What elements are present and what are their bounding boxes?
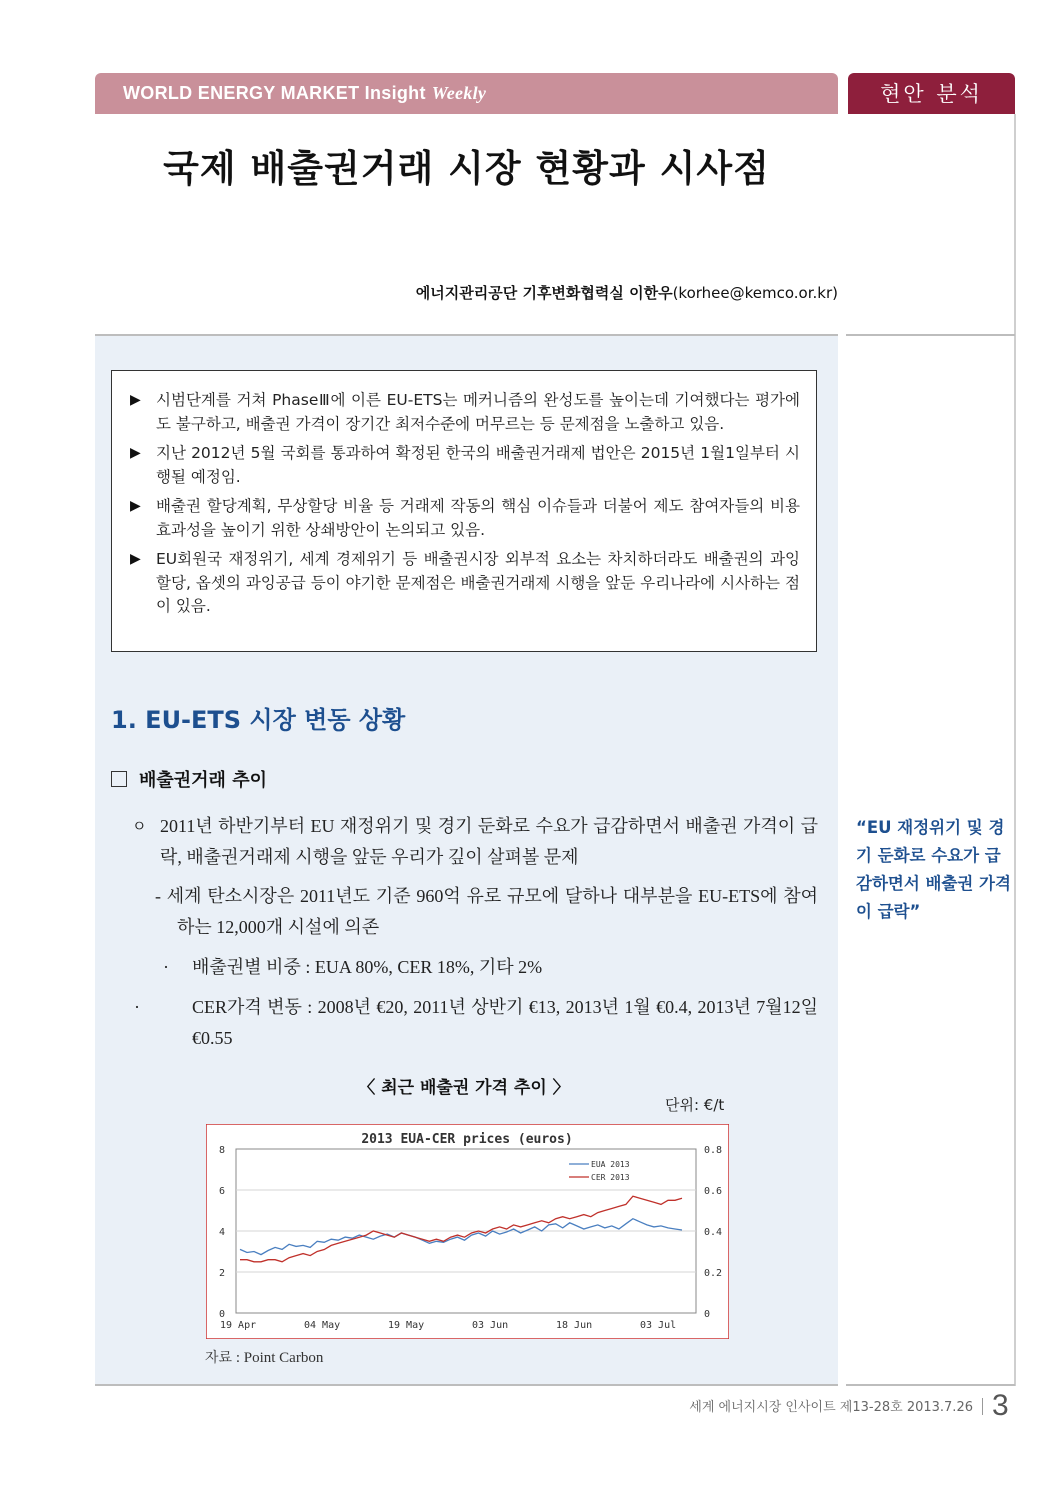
summary-item: ▶ EU회원국 재정위기, 세계 경제위기 등 배출권시장 외부적 요소는 차치하더라도 배출권의 과잉할당, 옵셋의 과잉공급 등이 야기한 문제점은 배출권거래제 시행을 앞둔 우리나라에 시사하는 점이 있음. bbox=[130, 548, 800, 619]
chart-caption: 〈 최근 배출권 가격 추이 〉 bbox=[358, 1078, 570, 1098]
source-line: 자료 : Point Carbon bbox=[205, 1350, 324, 1366]
legend-label: CER 2013 bbox=[591, 1173, 630, 1182]
page-number: 3 bbox=[992, 1389, 1009, 1422]
summary-item: ▶ 지난 2012년 5월 국회를 통과하여 확정된 한국의 배출권거래제 법안은 2015년 1월1일부터 시행될 예정임. bbox=[130, 442, 800, 489]
y-left-tick-label: 6 bbox=[219, 1186, 226, 1197]
dot-bullet: · bbox=[163, 957, 169, 977]
x-tick-label: 03 Jul bbox=[640, 1320, 677, 1331]
magazine-name: WORLD ENERGY MARKET Insight Weekly bbox=[123, 83, 487, 103]
dot-bullet: · bbox=[134, 997, 140, 1017]
section-heading: 1. EU-ETS 시장 변동 상황 bbox=[111, 706, 406, 734]
y-left-tick-label: 8 bbox=[219, 1145, 226, 1156]
unit-label: 단위: €/t bbox=[665, 1096, 725, 1114]
author-line: 에너지관리공단 기후변화협력실 이한우(korhee@kemco.or.kr) bbox=[415, 284, 838, 302]
header-bar bbox=[95, 73, 838, 114]
paragraph: · 배출권별 비중 : EUA 80%, CER 18%, 기타 2% bbox=[163, 952, 818, 983]
x-tick-label: 18 Jun bbox=[556, 1320, 593, 1331]
summary-box bbox=[111, 370, 817, 652]
legend-label: EUA 2013 bbox=[591, 1160, 630, 1169]
circle-bullet-icon: ㅇ bbox=[132, 817, 147, 835]
right-rule bbox=[1014, 114, 1016, 1386]
y-right-tick-label: 0 bbox=[704, 1309, 711, 1320]
paragraph: - 세계 탄소시장은 2011년도 기준 960억 유로 규모에 달하나 대부분을 EU-ETS에 참여하는 12,000개 시설에 의존 bbox=[155, 886, 818, 937]
summary-item: ▶ 배출권 할당계획, 무상할당 비율 등 거래제 작동의 핵심 이슈들과 더불어 제도 참여자들의 비용 효과성을 높이기 위한 상쇄방안이 논의되고 있음. bbox=[130, 495, 800, 542]
paragraph: ㅇ 2011년 하반기부터 EU 재정위기 및 경기 둔화로 수요가 급감하면서 배출권 가격이 급락, 배출권거래제 시행을 앞둔 우리가 깊이 살펴볼 문제 bbox=[132, 811, 818, 873]
triangle-bullet-icon: ▶ bbox=[130, 445, 141, 461]
category-tab: 현안 분석 bbox=[848, 73, 1015, 114]
chart-svg bbox=[206, 1124, 729, 1339]
y-right-tick-label: 0.2 bbox=[704, 1268, 723, 1279]
paragraph: · CER가격 변동 : 2008년 €20, 2011년 상반기 €13, 2013년 1월 €0.4, 2013년 7월12일 €0.55 bbox=[163, 992, 818, 1054]
page-title: 국제 배출권거래 시장 현황과 시사점 bbox=[163, 147, 770, 190]
footer-separator bbox=[982, 1398, 983, 1415]
y-right-tick-label: 0.8 bbox=[704, 1145, 723, 1156]
triangle-bullet-icon: ▶ bbox=[130, 551, 141, 567]
y-left-tick-label: 0 bbox=[219, 1309, 226, 1320]
summary-item: ▶ 시범단계를 거쳐 PhaseⅢ에 이른 EU-ETS는 메커니즘의 완성도를 높이는데 기여했다는 평가에도 불구하고, 배출권 가격이 장기간 최저수준에 머무르는 등 문제점을 노출하고 있음. bbox=[130, 389, 800, 436]
footer-text: 세계 에너지시장 인사이트 제13-28호 2013.7.26 bbox=[689, 1400, 973, 1415]
triangle-bullet-icon: ▶ bbox=[130, 498, 141, 514]
divider bbox=[846, 1384, 1015, 1386]
subsection-heading: 배출권거래 추이 bbox=[111, 766, 267, 792]
chart-title: 2013 EUA-CER prices (euros) bbox=[361, 1132, 573, 1147]
y-right-tick-label: 0.6 bbox=[704, 1186, 723, 1197]
y-right-tick-label: 0.4 bbox=[704, 1227, 723, 1238]
side-quote: “EU 재정위기 및 경기 둔화로 수요가 급감하면서 배출권 가격이 급락” bbox=[856, 818, 1011, 921]
x-tick-label: 19 Apr bbox=[220, 1320, 257, 1331]
triangle-bullet-icon: ▶ bbox=[130, 392, 141, 408]
x-tick-label: 03 Jun bbox=[472, 1320, 509, 1331]
checkbox-square-icon bbox=[111, 771, 127, 787]
x-tick-label: 04 May bbox=[304, 1320, 341, 1331]
divider bbox=[95, 1384, 838, 1386]
divider bbox=[846, 334, 1015, 336]
y-left-tick-label: 4 bbox=[219, 1227, 226, 1238]
price-chart bbox=[206, 1124, 729, 1339]
y-left-tick-label: 2 bbox=[219, 1268, 226, 1279]
x-tick-label: 19 May bbox=[388, 1320, 425, 1331]
